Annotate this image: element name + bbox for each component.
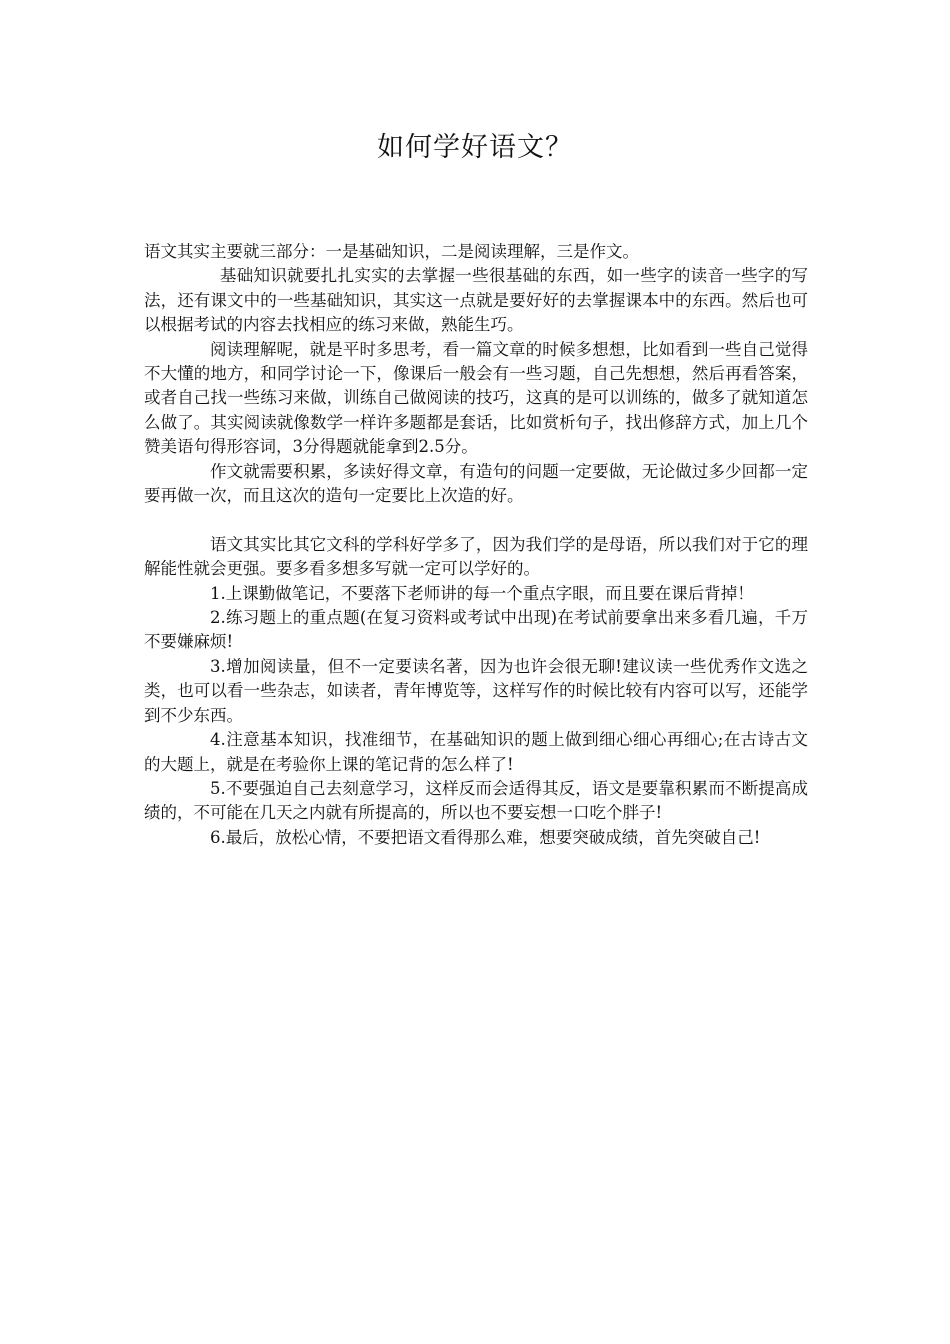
tip-item: 6.最后，放松心情，不要把语文看得那么难，想要突破成绩，首先突破自己! [210,827,761,847]
paragraph-writing: 作文就需要积累，多读好得文章，有造句的问题一定要做，无论做过多少回都一定要再做一次，而且这次的造句一定要比上次造的好。 [144,461,808,506]
tip-item: 2.练习题上的重点题(在复习资料或考试中出现)在考试前要拿出来多看几遍，千万不要嫌麻烦! [144,608,808,652]
tip-item: 1.上课勤做笔记，不要落下老师讲的每一个重点字眼，而且要在课后背掉！ [210,583,754,603]
paragraph-basics: 基础知识就要扎扎实实的去掌握一些很基础的东西，如一些字的读音一些字的写法，还有课文中的一些基础知识，其实这一点就是要好好的去掌握课本中的东西。然后也可以根据考试的内容去找相应的练习来做，熟能生巧。 [144,266,808,335]
paragraph-summary: 语文其实比其它文科的学科好学多了，因为我们学的是母语，所以我们对于它的理解能性就会更强。要多看多想多写就一定可以学好的。 [144,534,808,579]
paragraph-reading: 阅读理解呢，就是平时多思考，看一篇文章的时候多想想，比如看到一些自己觉得不大懂的地方，和同学讨论一下，像课后一般会有一些习题，自己先想想，然后再看答案，或者自己找一些练习来做，训练自己做阅读的技巧，这真的是可以训练的，做多了就知道怎么做了。其实阅读就像数学一样许多题都是套话，比如赏析句子，找出修辞方式，加上几个赞美语句得形容词，3分得题就能拿到2.5分。 [144,339,808,457]
tip-item: 3.增加阅读量，但不一定要读名著，因为也许会很无聊!建议读一些优秀作文选之类，也可以看一些杂志，如读者，青年博览等，这样写作的时候比较有内容可以写，还能学到不少东西。 [144,656,808,725]
tip-item: 5.不要强迫自己去刻意学习，这样反而会适得其反，语文是要靠积累而不断提高成绩的，不可能在几天之内就有所提高的，所以也不要妄想一口吃个胖子! [144,778,808,823]
paragraph-intro: 语文其实主要就三部分：一是基础知识，二是阅读理解，三是作文。 [144,242,639,261]
tip-item: 4.注意基本知识，找准细节，在基础知识的题上做到细心细心再细心;在古诗古文的大题上，就是在考验你上课的笔记背的怎么样了! [144,730,808,774]
paragraph-spacer [144,508,808,532]
document-title: 如何学好语文？ [377,132,573,163]
document-body [144,240,808,850]
